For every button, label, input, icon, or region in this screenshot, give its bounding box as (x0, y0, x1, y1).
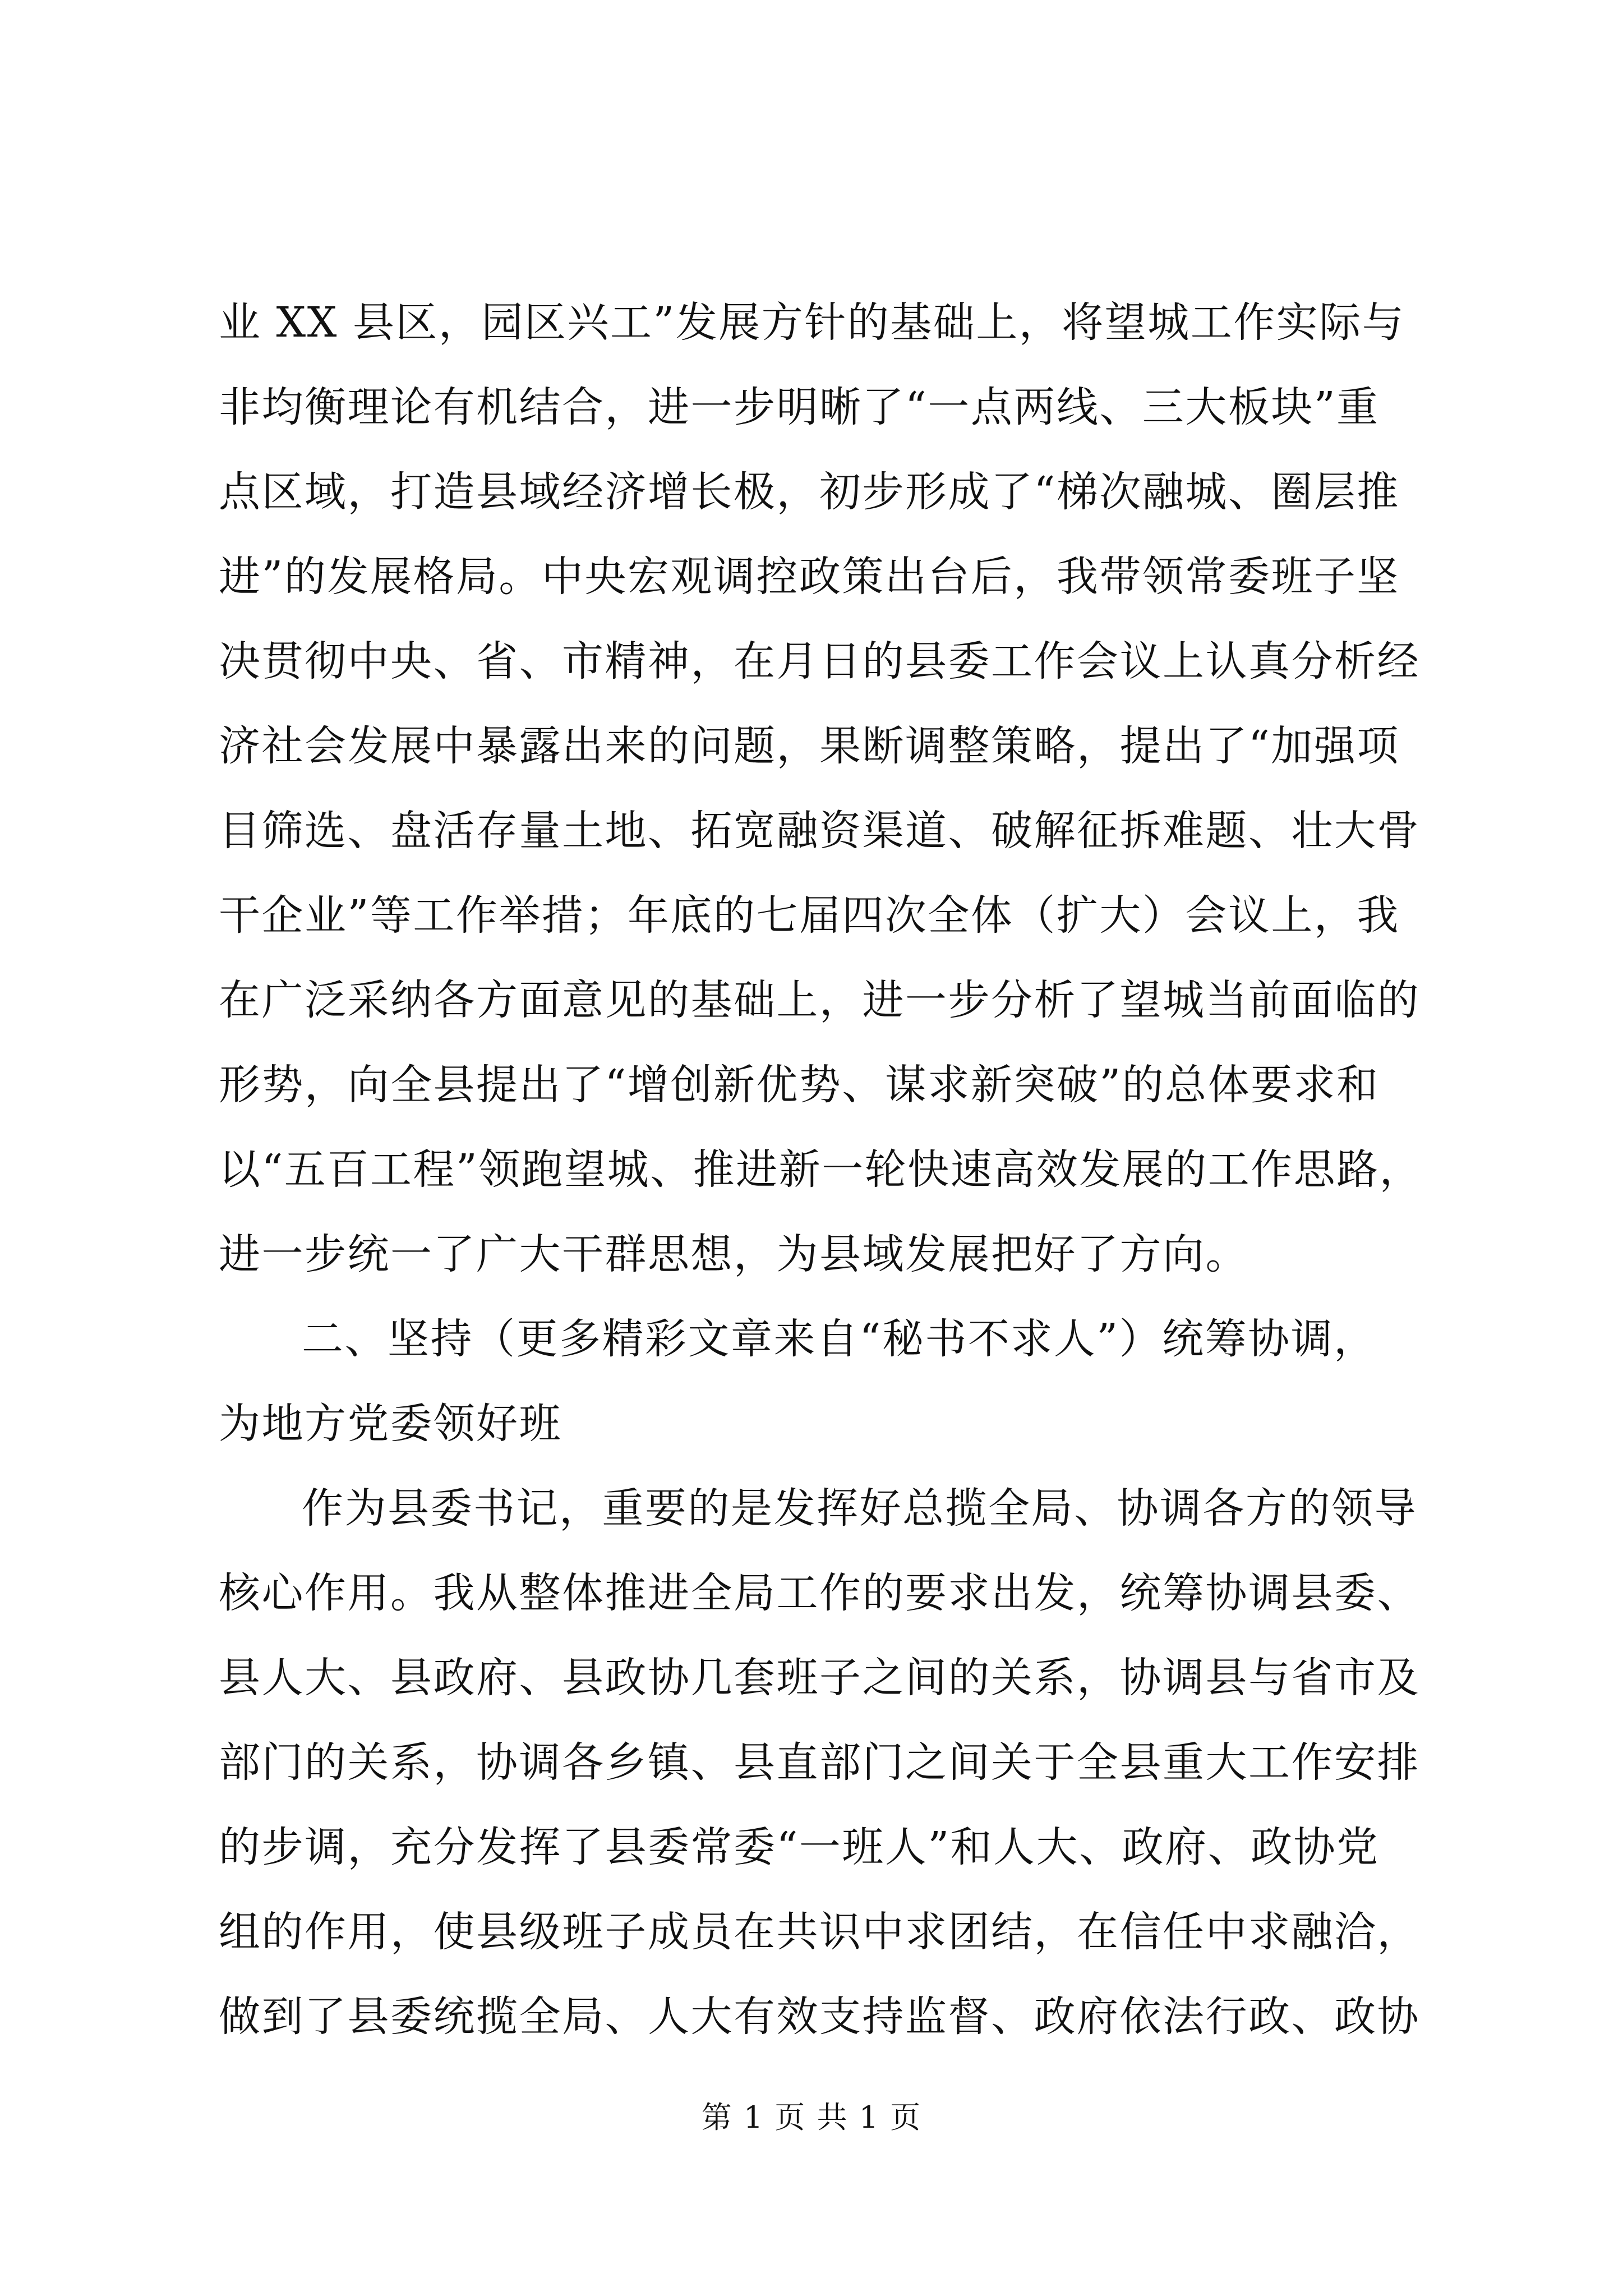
text-line: 进一步统一了广大干群思想，为县域发展把好了方向。 (219, 1230, 1248, 1278)
text-line: 目筛选、盘活存量土地、拓宽融资渠道、破解征拆难题、壮大骨 (219, 807, 1420, 855)
text-line: 的步调，充分发挥了县委常委“一班人”和人大、政府、政协党 (219, 1823, 1380, 1871)
text-line: 做到了县委统揽全局、人大有效支持监督、政府依法行政、政协 (219, 1993, 1420, 2041)
section-heading-continued: 为地方党委领好班 (219, 1400, 562, 1448)
text-line: 形势，向全县提出了“增创新优势、谋求新突破”的总体要求和 (219, 1061, 1380, 1109)
body-text (219, 280, 1430, 2059)
text-line: 以“五百工程”领跑望城、推进新一轮快速高效发展的工作思路， (219, 1145, 1423, 1194)
text-line: 部门的关系，协调各乡镇、县直部门之间关于全县重大工作安排 (219, 1738, 1420, 1787)
section-heading: 二、坚持（更多精彩文章来自“秘书不求人”）统筹协调， (302, 1315, 1377, 1363)
text-line: 决贯彻中央、省、市精神，在月日的县委工作会议上认真分析经 (219, 637, 1420, 685)
text-line: 组的作用，使县级班子成员在共识中求团结，在信任中求融洽， (219, 1908, 1420, 1956)
page-number-footer: 第 1 页 共 1 页 (701, 2100, 922, 2135)
text-line: 作为县委书记，重要的是发挥好总揽全局、协调各方的领导 (302, 1484, 1417, 1533)
text-line: 进”的发展格局。中央宏观调控政策出台后，我带领常委班子坚 (219, 553, 1400, 601)
text-line: 点区域，打造县域经济增长极，初步形成了“梯次融城、圈层推 (219, 468, 1400, 516)
text-line: 干企业”等工作举措；年底的七届四次全体（扩大）会议上，我 (219, 891, 1400, 940)
text-line: 在广泛采纳各方面意见的基础上，进一步分析了望城当前面临的 (219, 976, 1420, 1024)
text-line: 核心作用。我从整体推进全局工作的要求出发，统筹协调县委、 (219, 1569, 1420, 1617)
text-line: 县人大、县政府、县政协几套班子之间的关系，协调县与省市及 (219, 1654, 1420, 1702)
text-line: 业 XX 县区，园区兴工”发展方针的基础上，将望城工作实际与 (219, 298, 1405, 347)
text-line: 非均衡理论有机结合，进一步明晰了“一点两线、三大板块”重 (219, 383, 1380, 431)
text-line: 济社会发展中暴露出来的问题，果断调整策略，提出了“加强项 (219, 722, 1400, 770)
